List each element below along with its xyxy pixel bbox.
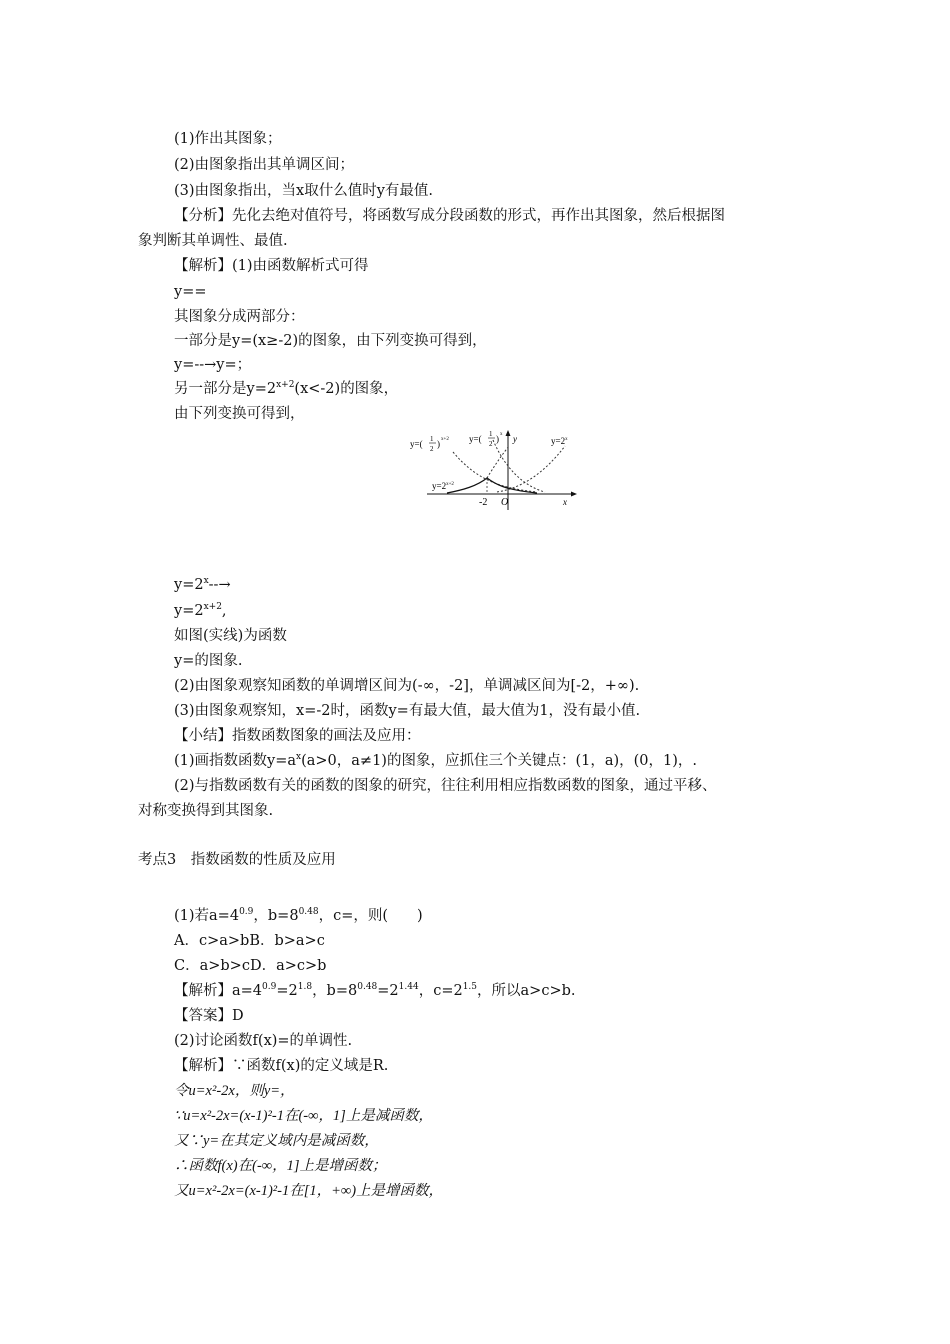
svg-text:): )	[496, 434, 499, 444]
curve-half-shifted	[453, 452, 537, 492]
x-axis-arrow	[571, 492, 577, 497]
analysis-line-2: 象判断其单调性、最值.	[138, 233, 288, 249]
monotonic-intervals: (2)由图象观察知函数的单调增区间为(-∞，-2]，单调减区间为[-2，+∞).	[174, 678, 640, 694]
svg-text:x+2: x+2	[441, 437, 449, 442]
y-axis-label: y	[513, 434, 517, 444]
origin-label: O	[501, 497, 509, 508]
options-cd: C．a>b>cD．a>c>b	[174, 958, 327, 974]
summary-point-1: (1)画指数函数$y=a^x(a>0$，a≠1)的图象，应抓住三个关键点：(1，a)，(0，1)，.	[174, 752, 698, 769]
summary-point-2-cont: 对称变换得到其图象.	[138, 803, 274, 819]
curve-solid	[447, 478, 537, 493]
question-part-3: (3)由图象指出，当x取什么值时y有最值.	[174, 183, 434, 199]
svg-text:x: x	[500, 432, 503, 437]
label-half: y=(	[469, 434, 482, 444]
options-ab: A．c>a>bB．b>a>c	[174, 933, 325, 949]
solution-head: 【解析】(1)由函数解析式可得	[174, 258, 369, 274]
solution-part2: 另一部分是$y=2^{x+2}(x<-2)$的图象，	[174, 380, 399, 397]
svg-text:2: 2	[430, 445, 434, 453]
curve-2x2-dashed	[487, 446, 509, 478]
answer: 【答案】D	[174, 1008, 244, 1024]
svg-text:2: 2	[489, 440, 493, 448]
solution-parts: 其图象分成两部分：	[174, 309, 305, 325]
q2-solution-2: 【解析】∵函数f(x)的定义域是R.	[174, 1058, 389, 1074]
q2-part-2: (2)讨论函数f(x)=的单调性.	[174, 1033, 353, 1049]
figure-caption-2: y=的图象.	[174, 653, 243, 669]
reason-1: ∵u=x²-2x=(x-1)²-1在(-∞，1]上是减函数，	[174, 1108, 433, 1124]
svg-text:1: 1	[489, 430, 493, 438]
section-title: 考点3 指数函数的性质及应用	[138, 852, 336, 868]
analysis-line-1: 【分析】先化去绝对值符号，将函数写成分段函数的形式，再作出其图象，然后根据图	[174, 208, 725, 224]
summary-head: 【小结】指数函数图象的画法及应用：	[174, 728, 421, 744]
y-axis-arrow	[506, 430, 511, 436]
x-axis-label: x	[563, 497, 567, 507]
curve-2x	[497, 446, 565, 492]
solution-transform1: y=--→y=；	[174, 357, 252, 373]
maximum-value: (3)由图象观察知，x=-2时，函数y=有最大值，最大值为1，没有最小值.	[174, 703, 641, 719]
svg-text:): )	[437, 439, 440, 449]
reason-3: ∴函数f(x)在(-∞，1]上是增函数；	[174, 1158, 387, 1174]
figure-caption: 如图(实线)为函数	[174, 628, 287, 644]
solution-part1: 一部分是y=(x≥-2)的图象，由下列变换可得到，	[174, 333, 487, 349]
q2-solution: 【解析】$a=4^{0.9}=2^{1.8}$，$b=8^{0.48}=2^{1.44}$，$c=2^{1.5}$，所以a>c>b.	[174, 982, 576, 999]
reason-4: 又u=x²-2x=(x-1)²-1在[1，+∞)上是增函数，	[174, 1183, 444, 1199]
reason-2: 又∵y=在其定义域内是减函数，	[174, 1133, 379, 1149]
transform-2: $y=2^x--\to$	[174, 576, 231, 593]
summary-point-2: (2)与指数函数有关的函数的图象的研究，往往利用相应指数函数的图象，通过平移、	[174, 778, 717, 794]
solution-eq1: y==	[174, 284, 207, 300]
tick-label-neg2: -2	[479, 497, 488, 508]
label-2x2: $y=2^{x+2}$	[432, 481, 454, 491]
svg-text:1: 1	[430, 435, 434, 443]
label-2x: $y=2^x$	[551, 436, 568, 446]
solution-part2-tail: 由下列变换可得到，	[174, 406, 305, 422]
function-graph	[405, 422, 580, 512]
q2-part-1: (1)若$a=4^{0.9}$，$b=8^{0.48}$，c=，则( )	[174, 907, 423, 924]
question-part-2: (2)由图象指出其单调区间；	[174, 157, 355, 173]
label-half-shifted: y=(	[410, 439, 423, 449]
curve-half	[493, 440, 545, 492]
transform-3: $y=2^{x+2}$,	[174, 602, 227, 619]
question-part-1: (1)作出其图象；	[174, 131, 282, 147]
substitution: 令u=x²-2x，则y=，	[174, 1083, 295, 1099]
